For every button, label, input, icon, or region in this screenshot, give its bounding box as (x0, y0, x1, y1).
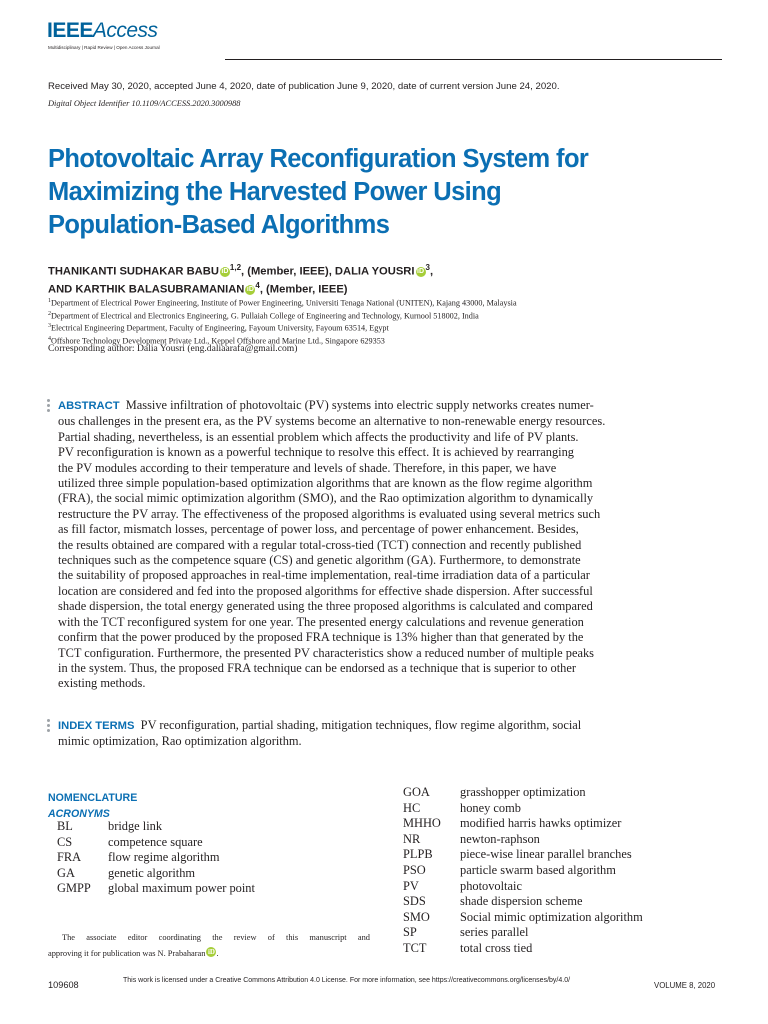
abstract-line: location are considered and fed into the proposed algorithms for effective shade dispersion. After successful (58, 583, 593, 598)
index-terms-text: mimic optimization, Rao optimization algorithm. (58, 734, 302, 749)
affiliations (48, 296, 517, 347)
received-dates: Received May 30, 2020, accepted June 4, 2020, date of publication June 9, 2020, date of current version June 24, 2020. (48, 81, 560, 92)
abstract-line: as fill factor, mismatch losses, percentage of power loss, and percentage of power enhancement. Besides, (58, 522, 579, 537)
abstract-line: TCT configuration. Furthermore, the presented PV characteristics show a reduced number of multiple peaks (58, 645, 594, 660)
affiliation-text: Department of Electrical Power Engineering, Institute of Power Engineering, Universiti Tenaga National (UNITEN), Kajang 43000, Malaysia (51, 298, 517, 308)
abstract-line: techniques such as the competence square (CS) and genetic algorithm (GA). Furthermore, to demonstrate (58, 553, 581, 568)
orcid-icon[interactable]: iD (246, 285, 254, 293)
acronym-abbr: SMO (403, 909, 430, 924)
index-terms (58, 718, 628, 750)
author-affil-sup: 3 (425, 263, 430, 272)
acronym-def: honey comb (460, 800, 521, 815)
author-name: , (Member, IEEE) (259, 283, 348, 296)
abstract-line: (FRA), the social mimic optimization algorithm (SMO), and the Rao optimization algorithm to dynamically (58, 491, 594, 506)
header-rule (225, 59, 722, 60)
acronym-def: newton-raphson (460, 831, 540, 846)
acronym-abbr: BL (57, 819, 73, 833)
abstract-line: existing methods. (58, 676, 146, 691)
index-terms-text: PV reconfiguration, partial shading, mitigation techniques, flow regime algorithm, social (140, 718, 582, 732)
volume: VOLUME 8, 2020 (654, 981, 716, 990)
affiliation-num: 4 (48, 336, 51, 343)
acronym-abbr: GMPP (57, 881, 91, 896)
acronym-abbr: MHHO (403, 816, 441, 831)
journal-logo (47, 19, 158, 43)
abstract-line: restructure the PV array. The effectiveness of the proposed algorithms is evaluated using several metrics such (58, 506, 601, 521)
editor-note-line: approving it for publication was N. Prabaharan (48, 949, 206, 958)
acronym-def: bridge link (108, 819, 163, 833)
editor-note-line: The associate editor coordinating the review of this manuscript and (62, 933, 370, 942)
acronym-list-left (57, 819, 357, 899)
affiliation (48, 296, 517, 309)
abstract-line: PV reconfiguration is known as a powerful technique to resolve this effect. It is achieved by rearranging (58, 445, 575, 460)
editor-note-end: . (216, 949, 219, 958)
author-affil-sup: 4 (255, 281, 260, 290)
acronym-abbr: TCT (403, 941, 427, 955)
acronym-abbr: PSO (403, 863, 426, 877)
author-list (48, 263, 433, 278)
acronym-abbr: HC (403, 800, 421, 815)
author-affil-sup: 1,2 (229, 263, 242, 272)
acronym-abbr: FRA (57, 850, 82, 865)
acronym-def: grasshopper optimization (460, 785, 586, 799)
logo-access: Access (92, 19, 158, 42)
author-list-line2 (48, 281, 348, 296)
acronym-def: total cross tied (460, 941, 533, 955)
abstract-line: the results obtained are compared with a regular total-cross-tied (TCT) connection and recently published (58, 537, 582, 552)
acronym-def: photovoltaic (460, 878, 522, 893)
acronym-abbr: PV (403, 878, 419, 893)
abstract-line: shade dispersion, the total energy generated using the three proposed algorithms is calculated and compared (58, 599, 593, 614)
nomenclature-heading: NOMENCLATURE (48, 792, 138, 804)
affiliation-text: Offshore Technology Development Private Ltd., Keppel Offshore and Marine Ltd., Singapore 629353 (51, 336, 385, 346)
acronym-abbr: NR (403, 831, 421, 846)
abstract-line: the suitability of proposed approaches in real-time implementation, real-time irradiation data of a particular (58, 568, 590, 583)
acronym-def: global maximum power point (108, 881, 255, 896)
logo-ieee: IEEE (47, 19, 93, 42)
abstract (58, 398, 628, 692)
journal-tagline: Multidisciplinary | Rapid Review | Open Access Journal (48, 45, 160, 50)
acronym-def: particle swarm based algorithm (460, 863, 616, 877)
abstract-line: utilized three simple population-based optimization algorithms that are known as the flow regime algorithm (58, 476, 593, 491)
acronym-list-right (403, 785, 733, 960)
orcid-icon[interactable]: iD (417, 267, 424, 275)
abstract-dots-icon (47, 399, 51, 414)
editor-note (48, 930, 370, 962)
abstract-line: confirm that the power produced by the proposed FRA technique is 13% higher than that generated by the (58, 630, 584, 645)
abstract-line: ous challenges in the present era, as the PV systems become an alternative to non-renewable energy resources. (58, 414, 606, 429)
page-number: 109608 (48, 980, 79, 990)
acronym-def: series parallel (460, 925, 529, 940)
author-name: THANIKANTI SUDHAKAR BABU (48, 265, 219, 278)
affiliation (48, 309, 517, 322)
title-line: Photovoltaic Array Reconfiguration System for (48, 145, 589, 173)
title-line: Maximizing the Harvested Power Using (48, 178, 502, 206)
index-terms-dots-icon (47, 719, 51, 734)
acronym-abbr: GOA (403, 785, 430, 799)
acronym-def: genetic algorithm (108, 865, 196, 880)
abstract-line: with the TCT reconfigured system for one year. The presented energy calculations and revenue generation (58, 614, 584, 629)
acronym-def: modified harris hawks optimizer (460, 816, 622, 831)
index-terms-heading: INDEX TERMS (58, 720, 135, 732)
abstract-line: Partial shading, nevertheless, is an essential problem which affects the productivity and life of PV plants. (58, 429, 579, 444)
affiliation-num: 2 (48, 310, 51, 317)
author-sep: , (429, 265, 434, 278)
affiliation-num: 3 (48, 323, 51, 330)
acronyms-heading: ACRONYMS (48, 808, 110, 820)
author-name: AND KARTHIK BALASUBRAMANIAN (48, 283, 245, 296)
acronym-def: competence square (108, 834, 203, 849)
acronym-abbr: PLPB (403, 847, 433, 862)
abstract-line: the PV modules according to their temperature and levels of shade. Therefore, in this paper, we have (58, 460, 557, 475)
acronym-def: shade dispersion scheme (460, 894, 583, 909)
author-name: , (Member, IEEE), DALIA YOUSRI (241, 265, 415, 278)
affiliation-num: 1 (48, 298, 51, 304)
abstract-line: in the system. Thus, the proposed FRA technique can be endorsed as a technique that is superior to other (58, 660, 576, 675)
acronym-def: Social mimic optimization algorithm (460, 909, 643, 924)
corresponding-author: Corresponding author: Dalia Yousri (eng.daliaarafa@gmail.com) (48, 343, 298, 354)
acronym-abbr: CS (57, 834, 73, 849)
paper-title (48, 143, 708, 242)
affiliation (48, 321, 517, 334)
acronym-def: piece-wise linear parallel branches (460, 847, 632, 862)
acronym-def: flow regime algorithm (108, 850, 220, 865)
orcid-icon[interactable]: iD (207, 948, 215, 956)
affiliation-text: Department of Electrical and Electronics Engineering, G. Pullaiah College of Engineering and Technology, Kurnool 518002, India (51, 311, 479, 321)
license-notice: This work is licensed under a Creative Commons Attribution 4.0 License. For more information, see https://creativecommons.org/licenses/by/4.0/ (123, 977, 571, 984)
abstract-line: Massive infiltration of photovoltaic (PV) systems into electric supply networks creates numer- (125, 398, 594, 412)
abstract-heading: ABSTRACT (58, 400, 120, 412)
title-line: Population-Based Algorithms (48, 211, 390, 239)
doi: Digital Object Identifier 10.1109/ACCESS.2020.3000988 (48, 99, 241, 108)
orcid-icon[interactable]: iD (221, 267, 229, 275)
affiliation-text: Electrical Engineering Department, Faculty of Engineering, Fayoum University, Fayoum 63514, Egypt (51, 324, 389, 334)
acronym-abbr: GA (57, 865, 75, 880)
acronym-abbr: SDS (403, 894, 426, 909)
acronym-abbr: SP (403, 925, 417, 940)
